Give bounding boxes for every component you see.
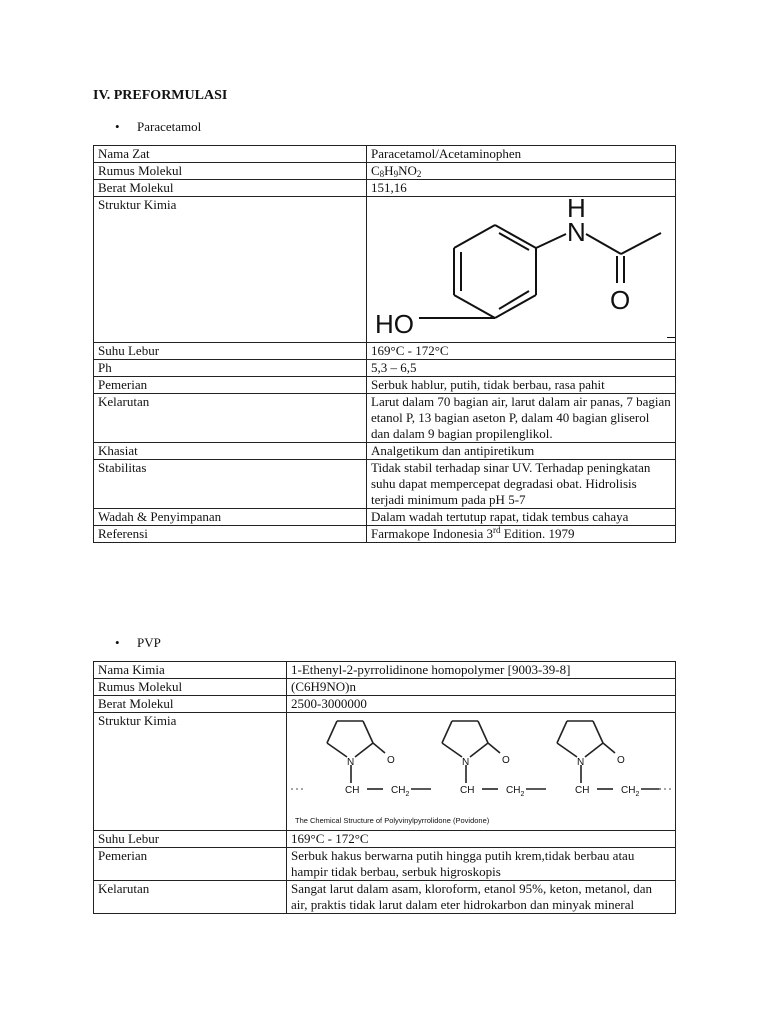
row-label: Pemerian bbox=[94, 377, 367, 394]
reference-text: Farmakope Indonesia 3 bbox=[371, 526, 494, 541]
row-value: Paracetamol/Acetaminophen bbox=[367, 146, 676, 163]
row-value: 151,16 bbox=[367, 180, 676, 197]
bullet-label: Paracetamol bbox=[137, 119, 202, 134]
pvp-group-ch2: $CH_2$ bbox=[391, 785, 410, 798]
bullet-label: PVP bbox=[137, 635, 161, 650]
atom-n-label: N bbox=[567, 217, 586, 247]
row-label: Stabilitas bbox=[94, 460, 367, 509]
pvp-group-ch2: $CH_2$ bbox=[621, 785, 640, 798]
table-row bbox=[94, 831, 676, 848]
pvp-structure bbox=[287, 713, 676, 831]
row-value: 2500-3000000 bbox=[287, 696, 676, 713]
table-row bbox=[94, 848, 676, 881]
row-value: Sangat larut dalam asam, kloroform, etanol 95%, keton, metanol, dan air, praktis tidak larut dalam eter hidrokarbon dan minyak mineral bbox=[287, 881, 676, 914]
atom-h-label: H bbox=[567, 197, 586, 223]
row-label: Wadah & Penyimpanan bbox=[94, 509, 367, 526]
table-row bbox=[94, 696, 676, 713]
row-value: 169°C - 172°C bbox=[367, 343, 676, 360]
pvp-group-ch: CH bbox=[575, 785, 590, 796]
row-label: Referensi bbox=[94, 526, 367, 543]
row-label: Nama Zat bbox=[94, 146, 367, 163]
pvp-group-ch: CH bbox=[345, 785, 360, 796]
pvp-structure-caption: The Chemical Structure of Polyvinylpyrrolidone (Povidone) bbox=[295, 816, 490, 825]
paracetamol-structure-diagram bbox=[367, 197, 676, 338]
table-row bbox=[94, 679, 676, 696]
row-value: 169°C - 172°C bbox=[287, 831, 676, 848]
table-row bbox=[94, 343, 676, 360]
formula-element: H bbox=[384, 163, 394, 178]
row-value: (C6H9NO)n bbox=[287, 679, 676, 696]
pvp-table bbox=[93, 661, 676, 914]
row-value-reference bbox=[367, 526, 676, 543]
pvp-atom-o: O bbox=[502, 755, 510, 766]
row-value: Serbuk hakus berwarna putih hingga putih krem,tidak berbau atau hampir tidak berbau, serbuk higroskopis bbox=[287, 848, 676, 881]
atom-ho-label: HO bbox=[375, 309, 414, 338]
pvp-group-ch2: $CH_2$ bbox=[506, 785, 525, 798]
row-label: Suhu Lebur bbox=[94, 831, 287, 848]
table-row bbox=[94, 526, 676, 543]
bullet-pvp bbox=[115, 635, 161, 651]
table-row bbox=[94, 360, 676, 377]
row-label: Struktur Kimia bbox=[94, 713, 287, 831]
table-row bbox=[94, 662, 676, 679]
row-value: Dalam wadah tertutup rapat, tidak tembus cahaya bbox=[367, 509, 676, 526]
row-label: Kelarutan bbox=[94, 394, 367, 443]
row-label: Pemerian bbox=[94, 848, 287, 881]
table-row bbox=[94, 881, 676, 914]
pvp-structure-diagram bbox=[287, 713, 676, 826]
formula-element: C bbox=[371, 163, 380, 178]
formula-subscript: 8 bbox=[379, 169, 385, 179]
formula-subscript: 2 bbox=[416, 169, 422, 179]
table-row bbox=[94, 509, 676, 526]
pvp-atom-n: N bbox=[347, 757, 355, 768]
row-value: Serbuk hablur, putih, tidak berbau, rasa pahit bbox=[367, 377, 676, 394]
section-title: IV. PREFORMULASI bbox=[93, 88, 228, 103]
row-label: Khasiat bbox=[94, 443, 367, 460]
row-value-formula bbox=[367, 163, 676, 180]
row-label: Kelarutan bbox=[94, 881, 287, 914]
row-value: 1-Ethenyl-2-pyrrolidinone homopolymer [9003-39-8] bbox=[287, 662, 676, 679]
reference-superscript: rd bbox=[493, 525, 501, 535]
row-value: Larut dalam 70 bagian air, larut dalam air panas, 7 bagian etanol P, 13 bagian aseton P, dalam 40 bagian gliserol dan dalam 9 bagian propilenglikol. bbox=[367, 394, 676, 443]
row-label: Berat Molekul bbox=[94, 180, 367, 197]
row-label: Nama Kimia bbox=[94, 662, 287, 679]
pvp-atom-n: N bbox=[577, 757, 585, 768]
bullet-paracetamol bbox=[115, 119, 201, 135]
bullet-dot-icon: • bbox=[115, 635, 120, 650]
row-label: Struktur Kimia bbox=[94, 197, 367, 343]
pvp-group-ch: CH bbox=[460, 785, 475, 796]
table-row bbox=[94, 713, 676, 831]
table-row bbox=[94, 146, 676, 163]
row-value: Tidak stabil terhadap sinar UV. Terhadap peningkatan suhu dapat mempercepat degradasi obat. Hidrolisis terjadi minimum pada pH 5-7 bbox=[367, 460, 676, 509]
formula-element: NO bbox=[398, 163, 417, 178]
table-row bbox=[94, 460, 676, 509]
row-label: Rumus Molekul bbox=[94, 679, 287, 696]
row-label: Suhu Lebur bbox=[94, 343, 367, 360]
table-row bbox=[94, 163, 676, 180]
table-row bbox=[94, 197, 676, 343]
pvp-atom-n: N bbox=[462, 757, 470, 768]
table-row bbox=[94, 394, 676, 443]
row-value: Analgetikum dan antipiretikum bbox=[367, 443, 676, 460]
row-value: 5,3 – 6,5 bbox=[367, 360, 676, 377]
row-label: Rumus Molekul bbox=[94, 163, 367, 180]
table-row bbox=[94, 377, 676, 394]
paracetamol-structure bbox=[367, 197, 676, 343]
atom-o-label: O bbox=[610, 285, 631, 315]
row-label: Berat Molekul bbox=[94, 696, 287, 713]
pvp-atom-o: O bbox=[617, 755, 625, 766]
table-row bbox=[94, 443, 676, 460]
table-row bbox=[94, 180, 676, 197]
bullet-dot-icon: • bbox=[115, 119, 120, 134]
reference-text: Edition. 1979 bbox=[500, 526, 575, 541]
formula-subscript: 9 bbox=[393, 169, 399, 179]
pvp-atom-o: O bbox=[387, 755, 395, 766]
row-label: Ph bbox=[94, 360, 367, 377]
paracetamol-table bbox=[93, 145, 676, 543]
